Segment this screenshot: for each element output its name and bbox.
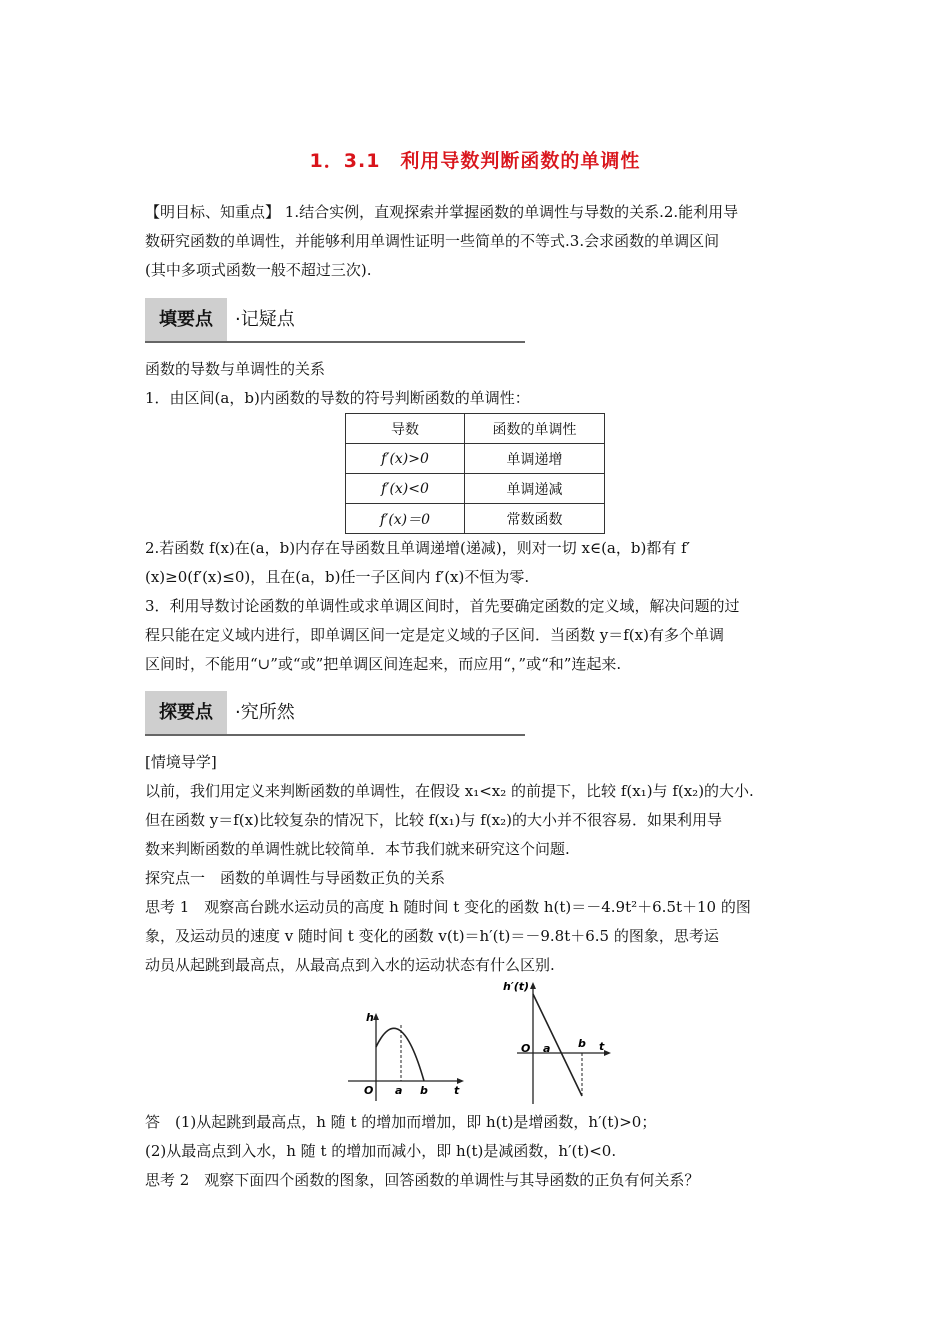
answer-line-2: (2)从最高点到入水，h 随 t 的增加而减小，即 h(t)是减函数，h′(t)<0. xyxy=(145,1142,617,1160)
table-row xyxy=(346,474,605,504)
x-axis-arrow xyxy=(604,1050,611,1056)
s1-item-3-line-1: 3．利用导数讨论函数的单调性或求单调区间时，首先要确定函数的定义域，解决问题的过 xyxy=(145,597,740,615)
exploration-point-1: 探究点一 函数的单调性与导函数正负的关系 xyxy=(145,869,446,887)
table-row xyxy=(346,504,605,534)
a-label: a xyxy=(395,1084,403,1097)
section-label: ·究所然 xyxy=(235,702,295,723)
s1-items xyxy=(145,534,815,679)
table-header: 导数 xyxy=(346,414,465,444)
answer-line-1: 答 (1)从起跳到最高点，h 随 t 的增加而增加，即 h(t)是增函数，h′(t)>0； xyxy=(145,1113,657,1131)
velocity-graph xyxy=(495,972,620,1107)
intro-line-2: 但在函数 y＝f(x)比较复杂的情况下，比较 f(x₁)与 f(x₂)的大小并不很容易．如果利用导 xyxy=(145,811,722,829)
intro-line-3: 数来判断函数的单调性就比较简单．本节我们就来研究这个问题. xyxy=(145,840,570,858)
s1-item-3-line-2: 程只能在定义域内进行，即单调区间一定是定义域的子区间．当函数 y＝f(x)有多个单调 xyxy=(145,626,724,644)
table-cell: 常数函数 xyxy=(465,504,605,534)
y-label: h′(t) xyxy=(503,980,530,993)
goals-line-2: 数研究函数的单调性，并能够利用单调性证明一些简单的不等式.3.会求函数的单调区间 xyxy=(145,232,720,250)
height-curve xyxy=(376,1028,424,1081)
section-header-1 xyxy=(145,298,525,342)
intro-line-1: 以前，我们用定义来判断函数的单调性，在假设 x₁<x₂ 的前提下，比较 f(x₁)与 f(x₂)的大小. xyxy=(145,782,754,800)
table-cell: 单调递增 xyxy=(465,444,605,474)
table-cell: f′(x)>0 xyxy=(346,444,465,474)
derivative-table xyxy=(345,413,605,534)
think-1-line-3: 动员从起跳到最高点，从最高点到入水的运动状态有什么区别. xyxy=(145,956,555,974)
b-label: b xyxy=(578,1037,586,1050)
intro-tag: [情境导学] xyxy=(145,753,217,771)
y-axis-arrow xyxy=(373,1013,379,1020)
table-cell: f′(x)<0 xyxy=(346,474,465,504)
s2-answers xyxy=(145,1108,825,1195)
b-label: b xyxy=(420,1084,428,1097)
y-axis-arrow xyxy=(530,982,536,989)
s1-top xyxy=(145,355,815,413)
think-1-line-2: 象，及运动员的速度 v 随时间 t 变化的函数 v(t)＝h′(t)＝－9.8t＋6.5 的图象，思考运 xyxy=(145,927,719,945)
table-header-row xyxy=(346,414,605,444)
s1-heading: 函数的导数与单调性的关系 xyxy=(145,360,326,378)
table-header: 函数的单调性 xyxy=(465,414,605,444)
s2-text xyxy=(145,748,825,980)
page-title: 1．3.1 利用导数判断函数的单调性 xyxy=(309,150,641,172)
s1-item-3-line-3: 区间时，不能用“∪”或“或”把单调区间连起来，而应用“，”或“和”连起来. xyxy=(145,655,622,673)
think-1-line-1: 思考 1 观察高台跳水运动员的高度 h 随时间 t 变化的函数 h(t)＝－4.9t²＋6.5t＋10 的图 xyxy=(145,898,751,916)
goals-line-3: (其中多项式函数一般不超过三次). xyxy=(145,261,372,279)
velocity-line xyxy=(533,994,582,1096)
section-label: ·记疑点 xyxy=(235,309,295,330)
section-box: 填要点 xyxy=(145,298,227,342)
goals-tag: 【明目标、知重点】 xyxy=(145,203,281,221)
t-label: t xyxy=(599,1040,605,1053)
section-rule xyxy=(145,734,525,736)
origin-label: O xyxy=(364,1084,374,1097)
section-box: 探要点 xyxy=(145,691,227,735)
height-graph xyxy=(340,1005,470,1105)
s1-item-2-line-1: 2.若函数 f(x)在(a，b)内存在导函数且单调递增(递减)，则对一切 x∈(a，b)都有 f′ xyxy=(145,539,691,557)
section-header-2 xyxy=(145,691,525,735)
t-label: t xyxy=(454,1084,460,1097)
section-rule xyxy=(145,341,525,343)
y-label: h xyxy=(366,1011,374,1024)
origin-label: O xyxy=(521,1042,531,1055)
table-cell: f′(x)＝0 xyxy=(346,504,465,534)
table-row xyxy=(346,444,605,474)
learning-goals xyxy=(145,198,815,285)
think-2: 思考 2 观察下面四个函数的图象，回答函数的单调性与其导函数的正负有何关系？ xyxy=(145,1171,700,1189)
goals-line-1: 1.结合实例，直观探索并掌握函数的单调性与导数的关系.2.能利用导 xyxy=(280,203,739,221)
s1-item-2-line-2: (x)≥0(f′(x)≤0)，且在(a，b)任一子区间内 f′(x)不恒为零. xyxy=(145,568,530,586)
a-label: a xyxy=(543,1042,551,1055)
s1-item-1: 1．由区间(a，b)内函数的导数的符号判断函数的单调性： xyxy=(145,389,530,407)
table-cell: 单调递减 xyxy=(465,474,605,504)
